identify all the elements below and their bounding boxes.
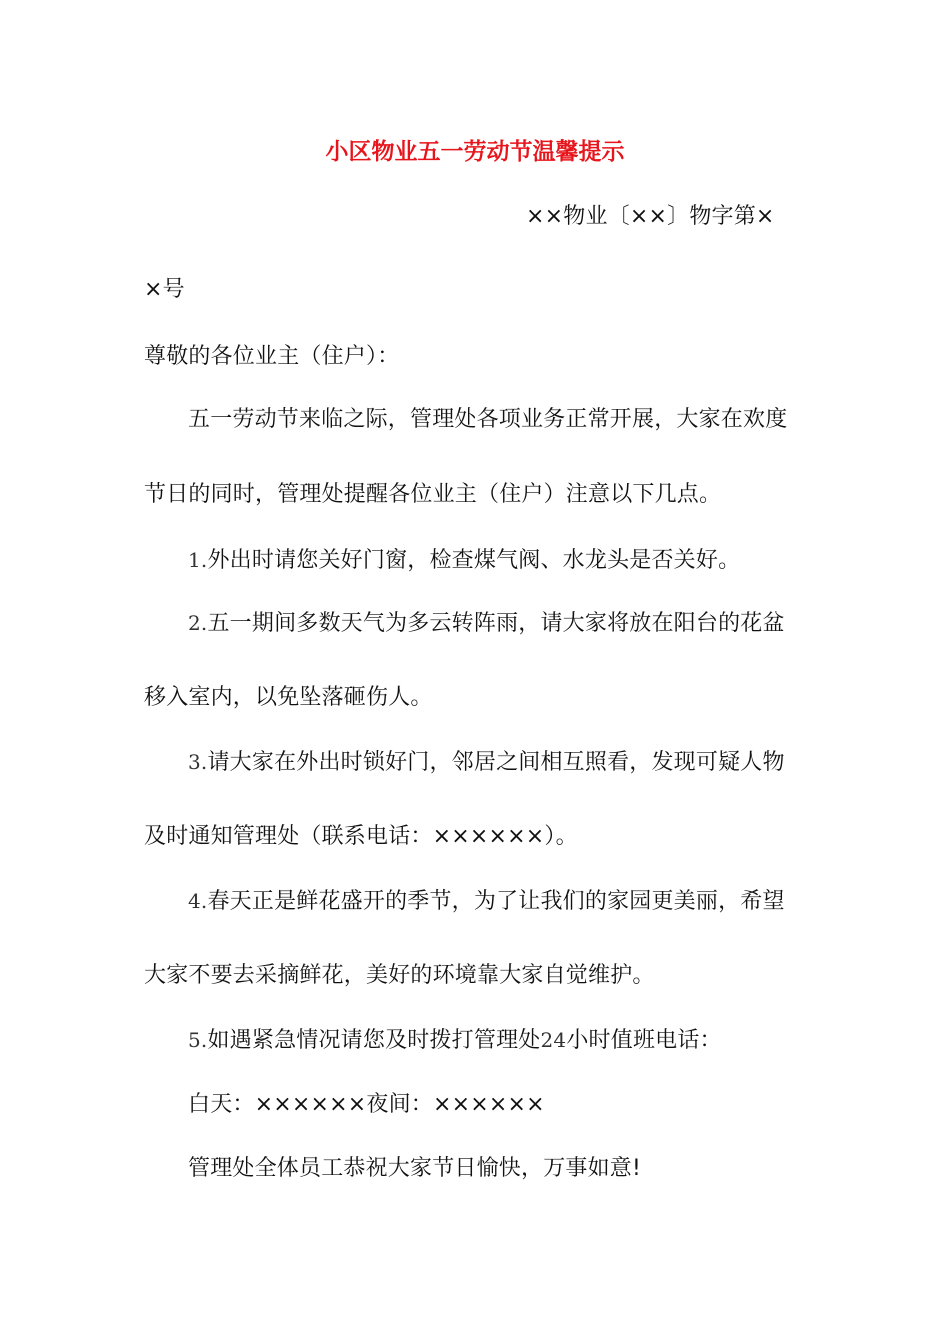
- list-item-1: [188, 545, 740, 576]
- item-text: 外出时请您关好门窗，检查煤气阀、水龙头是否关好。: [207, 548, 741, 573]
- list-item-2: [188, 608, 785, 639]
- item-text: 五一期间多数天气为多云转阵雨，请大家将放在阳台的花盆: [207, 611, 785, 636]
- closing-line: 管理处全体员工恭祝大家节日愉快，万事如意!: [188, 1156, 642, 1181]
- doc-number-line1: ××物业〔××〕物字第×: [526, 204, 775, 229]
- item-text-cont: 小时值班电话：: [566, 1028, 722, 1053]
- salutation: 尊敬的各位业主（住户）：: [144, 344, 400, 369]
- item-text: 春天正是鲜花盛开的季节，为了让我们的家园更美丽，希望: [207, 889, 785, 914]
- list-item-3-continued: 及时通知管理处（联系电话：××××××）。: [144, 824, 578, 849]
- item-number: 3.: [188, 750, 208, 774]
- item-number: 4.: [188, 889, 208, 913]
- item-text: 如遇紧急情况请您及时拨打管理处: [207, 1028, 541, 1053]
- item-text: 请大家在外出时锁好门，邻居之间相互照看，发现可疑人物: [207, 750, 785, 775]
- item-number: 5.: [188, 1028, 208, 1052]
- item-number: 1.: [188, 548, 208, 572]
- list-item-5: [188, 1025, 722, 1056]
- item-hours-number: 24: [540, 1028, 567, 1052]
- doc-number-line2: ×号: [144, 277, 185, 302]
- intro-line2: 节日的同时，管理处提醒各位业主（住户）注意以下几点。: [144, 482, 722, 507]
- list-item-2-continued: 移入室内，以免坠落砸伤人。: [144, 685, 433, 710]
- list-item-4-continued: 大家不要去采摘鲜花，美好的环境靠大家自觉维护。: [144, 963, 655, 988]
- item-number: 2.: [188, 611, 208, 635]
- phone-line: 白天：××××××夜间：××××××: [188, 1092, 545, 1117]
- document-title: 小区物业五一劳动节温馨提示: [325, 139, 625, 165]
- list-item-4: [188, 886, 785, 917]
- intro-line1: 五一劳动节来临之际，管理处各项业务正常开展，大家在欢度: [188, 407, 788, 432]
- list-item-3: [188, 747, 785, 778]
